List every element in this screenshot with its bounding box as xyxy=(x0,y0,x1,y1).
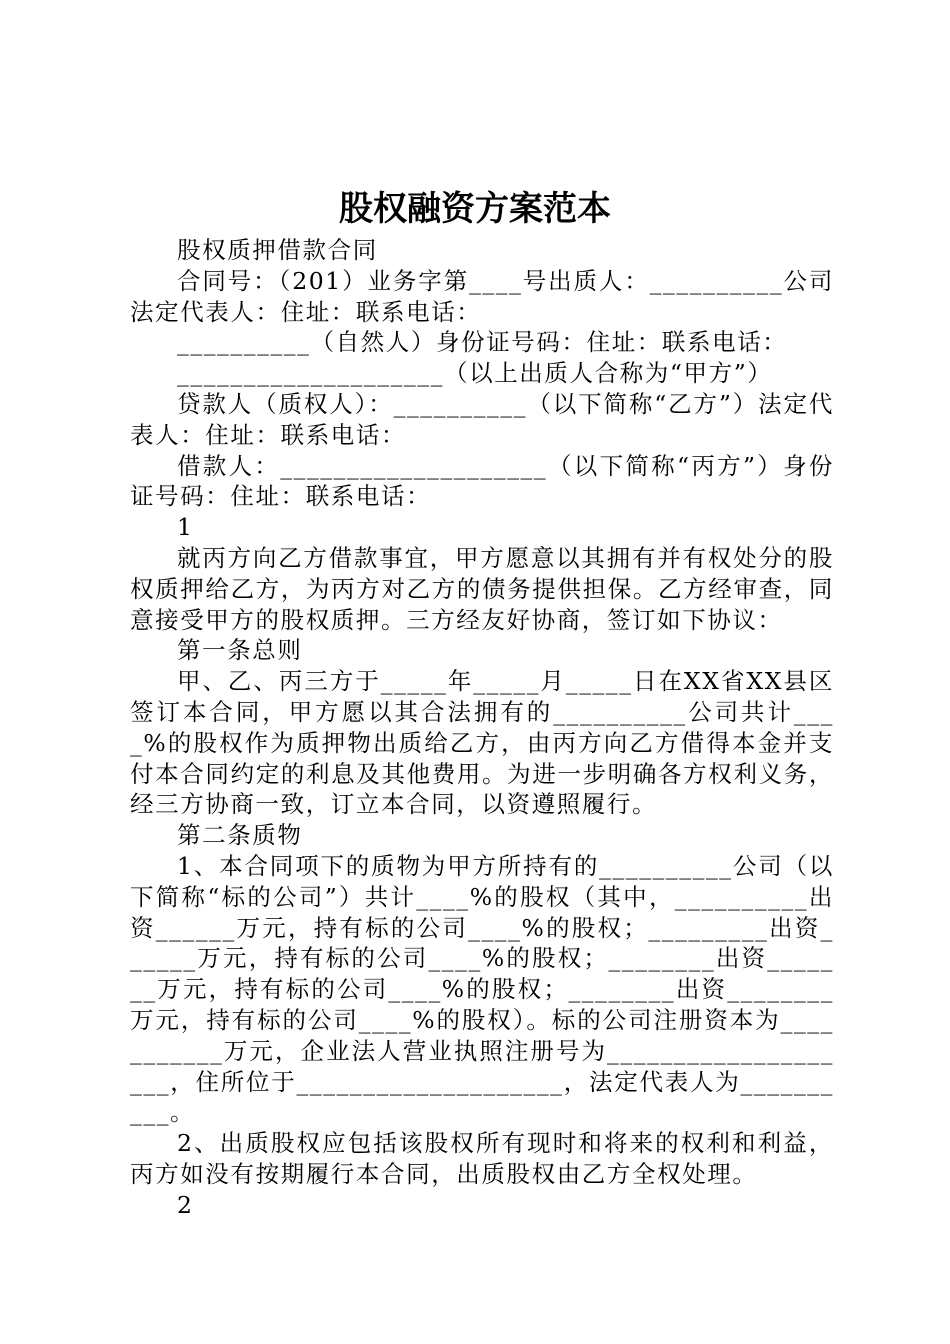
page-number: 2 xyxy=(177,1190,194,1219)
article-2-clause-1: 1、本合同项下的质物为甲方所持有的__________公司（以下简称“标的公司”）共计____%的股权（其中，__________出资______万元，持有标的公司____%的股权；_________出资______万元，持有标的公司____%的股权；________出资_______万元，持有标的公司____%的股权；________出资________万元，持有标的公司____%的股权）。标的公司注册资本为___________万元，企业法人营业执照注册号为____________________，住所位于____________________，法定代表人为__________。 xyxy=(130,851,834,1127)
page-number: 1 xyxy=(177,513,194,542)
article-2-clause-2: 2、出质股权应包括该股权所有现时和将来的权利和利益，丙方如没有按期履行本合同，出质股权由乙方全权处理。 xyxy=(130,1129,834,1188)
borrower-line: 借款人：____________________（以下简称“丙方”）身份证号码：住址：联系电话： xyxy=(130,451,834,511)
document-body xyxy=(130,235,834,1221)
party-a-designation: ____________________（以上出质人合称为“甲方”） xyxy=(177,359,773,388)
contract-heading: 股权质押借款合同 xyxy=(177,236,378,264)
article-1-heading: 第一条总则 xyxy=(177,636,303,665)
preamble-paragraph: 就丙方向乙方借款事宜，甲方愿意以其拥有并有权处分的股权质押给乙方，为丙方对乙方的债务提供担保。乙方经审查，同意接受甲方的股权质押。三方经友好协商，签订如下协议： xyxy=(130,543,834,634)
article-1-paragraph: 甲、乙、丙三方于_____年_____月_____日在XX省XX县区签订本合同，甲方愿以其合法拥有的__________公司共计____%的股权作为质押物出质给乙方，由丙方向乙方借得本金并支付本合同约定的利息及其他费用。为进一步明确各方权利义务，经三方协商一致，订立本合同，以资遵照履行。 xyxy=(130,667,834,819)
article-2-heading: 第二条质物 xyxy=(177,821,303,850)
document-title: 股权融资方案范本 xyxy=(339,189,611,229)
natural-person-line: __________（自然人）身份证号码：住址：联系电话： xyxy=(177,328,788,357)
lender-line: 贷款人（质权人）：__________（以下简称“乙方”）法定代表人：住址：联系电话： xyxy=(130,389,834,449)
contract-number-line: 合同号：（201）业务字第____号出质人：__________公司法定代表人：住址：联系电话： xyxy=(130,266,834,326)
